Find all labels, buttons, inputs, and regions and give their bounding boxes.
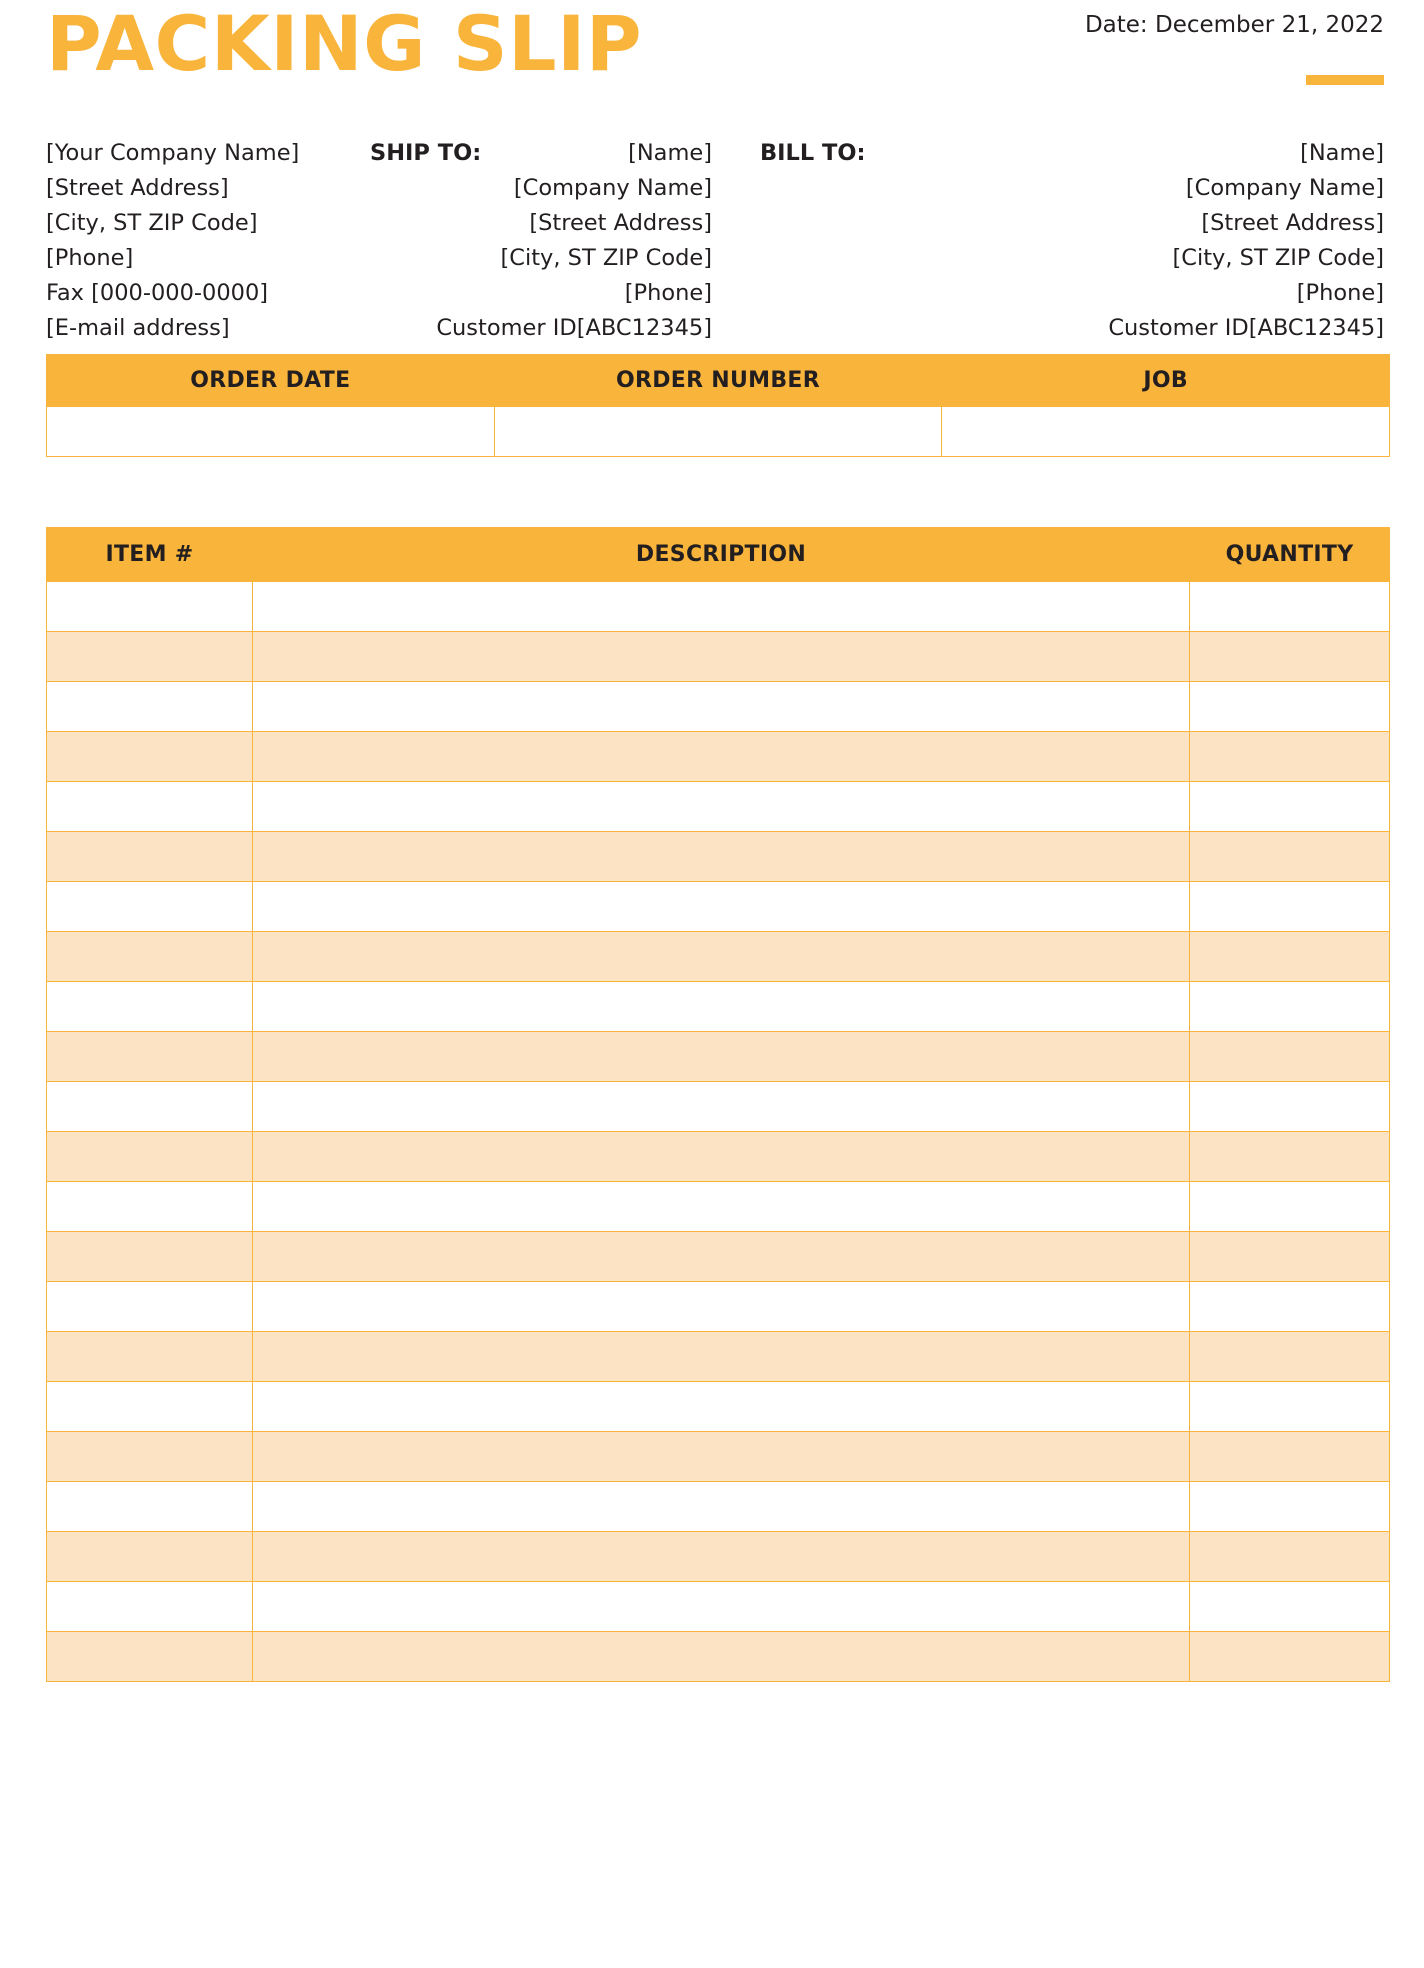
description-cell[interactable] xyxy=(253,1032,1190,1082)
table-row xyxy=(47,1332,1390,1382)
table-row xyxy=(47,882,1390,932)
description-cell[interactable] xyxy=(253,882,1190,932)
quantity-cell[interactable] xyxy=(1190,1332,1390,1382)
quantity-cell[interactable] xyxy=(1190,982,1390,1032)
quantity-cell[interactable] xyxy=(1190,1482,1390,1532)
item-number-cell[interactable] xyxy=(47,1132,253,1182)
table-row xyxy=(47,1582,1390,1632)
item-number-cell[interactable] xyxy=(47,1282,253,1332)
order-info-table xyxy=(46,354,1390,457)
order-date-field[interactable] xyxy=(47,407,495,457)
bill-to-line: [City, ST ZIP Code] xyxy=(1172,245,1384,271)
document-header xyxy=(40,0,1384,118)
quantity-cell[interactable] xyxy=(1190,1632,1390,1682)
bill-to-block xyxy=(760,136,1384,346)
item-number-cell[interactable] xyxy=(47,1482,253,1532)
job-field[interactable] xyxy=(942,407,1390,457)
table-row xyxy=(47,1032,1390,1082)
table-row xyxy=(47,682,1390,732)
table-row xyxy=(47,782,1390,832)
order-number-field[interactable] xyxy=(494,407,942,457)
bill-to-line: [Street Address] xyxy=(1201,210,1384,236)
from-address-line: [Street Address] xyxy=(46,175,229,201)
table-row xyxy=(47,832,1390,882)
items-table-body xyxy=(47,582,1390,1682)
table-row xyxy=(47,1532,1390,1582)
quantity-cell[interactable] xyxy=(1190,932,1390,982)
from-address-line: [Phone] xyxy=(46,245,134,271)
item-number-cell[interactable] xyxy=(47,782,253,832)
quantity-cell[interactable] xyxy=(1190,1232,1390,1282)
ship-to-line: [City, ST ZIP Code] xyxy=(500,245,712,271)
item-number-cell[interactable] xyxy=(47,1632,253,1682)
quantity-cell[interactable] xyxy=(1190,782,1390,832)
ship-to-line: [Street Address] xyxy=(529,210,712,236)
item-number-cell[interactable] xyxy=(47,1032,253,1082)
quantity-cell[interactable] xyxy=(1190,1282,1390,1332)
header-accent-bar xyxy=(1306,75,1384,85)
table-row xyxy=(47,1282,1390,1332)
from-address-line: Fax [000-000-0000] xyxy=(46,280,269,306)
item-number-cell[interactable] xyxy=(47,682,253,732)
ship-to-line: [Phone] xyxy=(624,280,712,306)
description-cell[interactable] xyxy=(253,1532,1190,1582)
description-cell[interactable] xyxy=(253,1182,1190,1232)
order-info-header-row xyxy=(47,355,1390,407)
item-number-header: ITEM # xyxy=(47,528,253,582)
description-cell[interactable] xyxy=(253,732,1190,782)
table-row xyxy=(47,1082,1390,1132)
ship-to-line: [Name] xyxy=(628,140,712,166)
table-row xyxy=(47,1382,1390,1432)
description-cell[interactable] xyxy=(253,1232,1190,1282)
description-cell[interactable] xyxy=(253,1482,1190,1532)
from-address-line: [Your Company Name] xyxy=(46,140,300,166)
item-number-cell[interactable] xyxy=(47,582,253,632)
quantity-cell[interactable] xyxy=(1190,832,1390,882)
description-cell[interactable] xyxy=(253,982,1190,1032)
item-number-cell[interactable] xyxy=(47,932,253,982)
description-cell[interactable] xyxy=(253,1132,1190,1182)
table-row xyxy=(47,1482,1390,1532)
item-number-cell[interactable] xyxy=(47,832,253,882)
quantity-cell[interactable] xyxy=(1190,1432,1390,1482)
item-number-cell[interactable] xyxy=(47,1082,253,1132)
items-table xyxy=(46,527,1390,1682)
description-cell[interactable] xyxy=(253,1632,1190,1682)
table-row xyxy=(47,732,1390,782)
ship-to-customer-id: Customer ID[ABC12345] xyxy=(436,315,712,341)
quantity-cell[interactable] xyxy=(1190,1382,1390,1432)
table-row xyxy=(47,932,1390,982)
quantity-cell[interactable] xyxy=(1190,1182,1390,1232)
document-date: Date: December 21, 2022 xyxy=(1084,12,1384,38)
description-cell[interactable] xyxy=(253,1082,1190,1132)
quantity-cell[interactable] xyxy=(1190,1132,1390,1182)
item-number-cell[interactable] xyxy=(47,632,253,682)
quantity-cell[interactable] xyxy=(1190,1532,1390,1582)
from-address-line: [City, ST ZIP Code] xyxy=(46,210,258,236)
description-cell[interactable] xyxy=(253,932,1190,982)
description-cell[interactable] xyxy=(253,1432,1190,1482)
description-cell[interactable] xyxy=(253,1582,1190,1632)
items-header-row xyxy=(47,528,1390,582)
item-number-cell[interactable] xyxy=(47,1382,253,1432)
description-cell[interactable] xyxy=(253,682,1190,732)
item-number-cell[interactable] xyxy=(47,1582,253,1632)
quantity-cell[interactable] xyxy=(1190,632,1390,682)
job-header: JOB xyxy=(942,355,1390,407)
item-number-cell[interactable] xyxy=(47,1232,253,1282)
quantity-cell[interactable] xyxy=(1190,1032,1390,1082)
table-row xyxy=(47,1232,1390,1282)
description-header: DESCRIPTION xyxy=(253,528,1190,582)
quantity-cell[interactable] xyxy=(1190,682,1390,732)
table-row xyxy=(47,632,1390,682)
address-section xyxy=(40,136,1384,341)
order-info-value-row xyxy=(47,407,1390,457)
page-title: PACKING SLIP xyxy=(46,0,643,88)
bill-to-line: [Phone] xyxy=(1296,280,1384,306)
order-number-header: ORDER NUMBER xyxy=(494,355,942,407)
quantity-cell[interactable] xyxy=(1190,1582,1390,1632)
quantity-cell[interactable] xyxy=(1190,1082,1390,1132)
item-number-cell[interactable] xyxy=(47,1432,253,1482)
table-row xyxy=(47,1632,1390,1682)
item-number-cell[interactable] xyxy=(47,1182,253,1232)
quantity-cell[interactable] xyxy=(1190,882,1390,932)
table-row xyxy=(47,1182,1390,1232)
description-cell[interactable] xyxy=(253,832,1190,882)
description-cell[interactable] xyxy=(253,1382,1190,1432)
bill-to-customer-id: Customer ID[ABC12345] xyxy=(1108,315,1384,341)
item-number-cell[interactable] xyxy=(47,882,253,932)
from-address-block xyxy=(46,136,299,346)
description-cell[interactable] xyxy=(253,1332,1190,1382)
quantity-cell[interactable] xyxy=(1190,582,1390,632)
table-row xyxy=(47,582,1390,632)
ship-to-block xyxy=(370,136,712,346)
item-number-cell[interactable] xyxy=(47,982,253,1032)
table-row xyxy=(47,1432,1390,1482)
quantity-header: QUANTITY xyxy=(1190,528,1390,582)
description-cell[interactable] xyxy=(253,632,1190,682)
description-cell[interactable] xyxy=(253,782,1190,832)
from-address-line: [E-mail address] xyxy=(46,315,230,341)
table-row xyxy=(47,1132,1390,1182)
item-number-cell[interactable] xyxy=(47,732,253,782)
bill-to-label: BILL TO: xyxy=(760,140,866,166)
table-row xyxy=(47,982,1390,1032)
ship-to-line: [Company Name] xyxy=(513,175,712,201)
quantity-cell[interactable] xyxy=(1190,732,1390,782)
item-number-cell[interactable] xyxy=(47,1332,253,1382)
order-date-header: ORDER DATE xyxy=(47,355,495,407)
bill-to-line: [Name] xyxy=(1300,140,1384,166)
description-cell[interactable] xyxy=(253,582,1190,632)
ship-to-label: SHIP TO: xyxy=(370,140,482,166)
description-cell[interactable] xyxy=(253,1282,1190,1332)
item-number-cell[interactable] xyxy=(47,1532,253,1582)
bill-to-line: [Company Name] xyxy=(1185,175,1384,201)
